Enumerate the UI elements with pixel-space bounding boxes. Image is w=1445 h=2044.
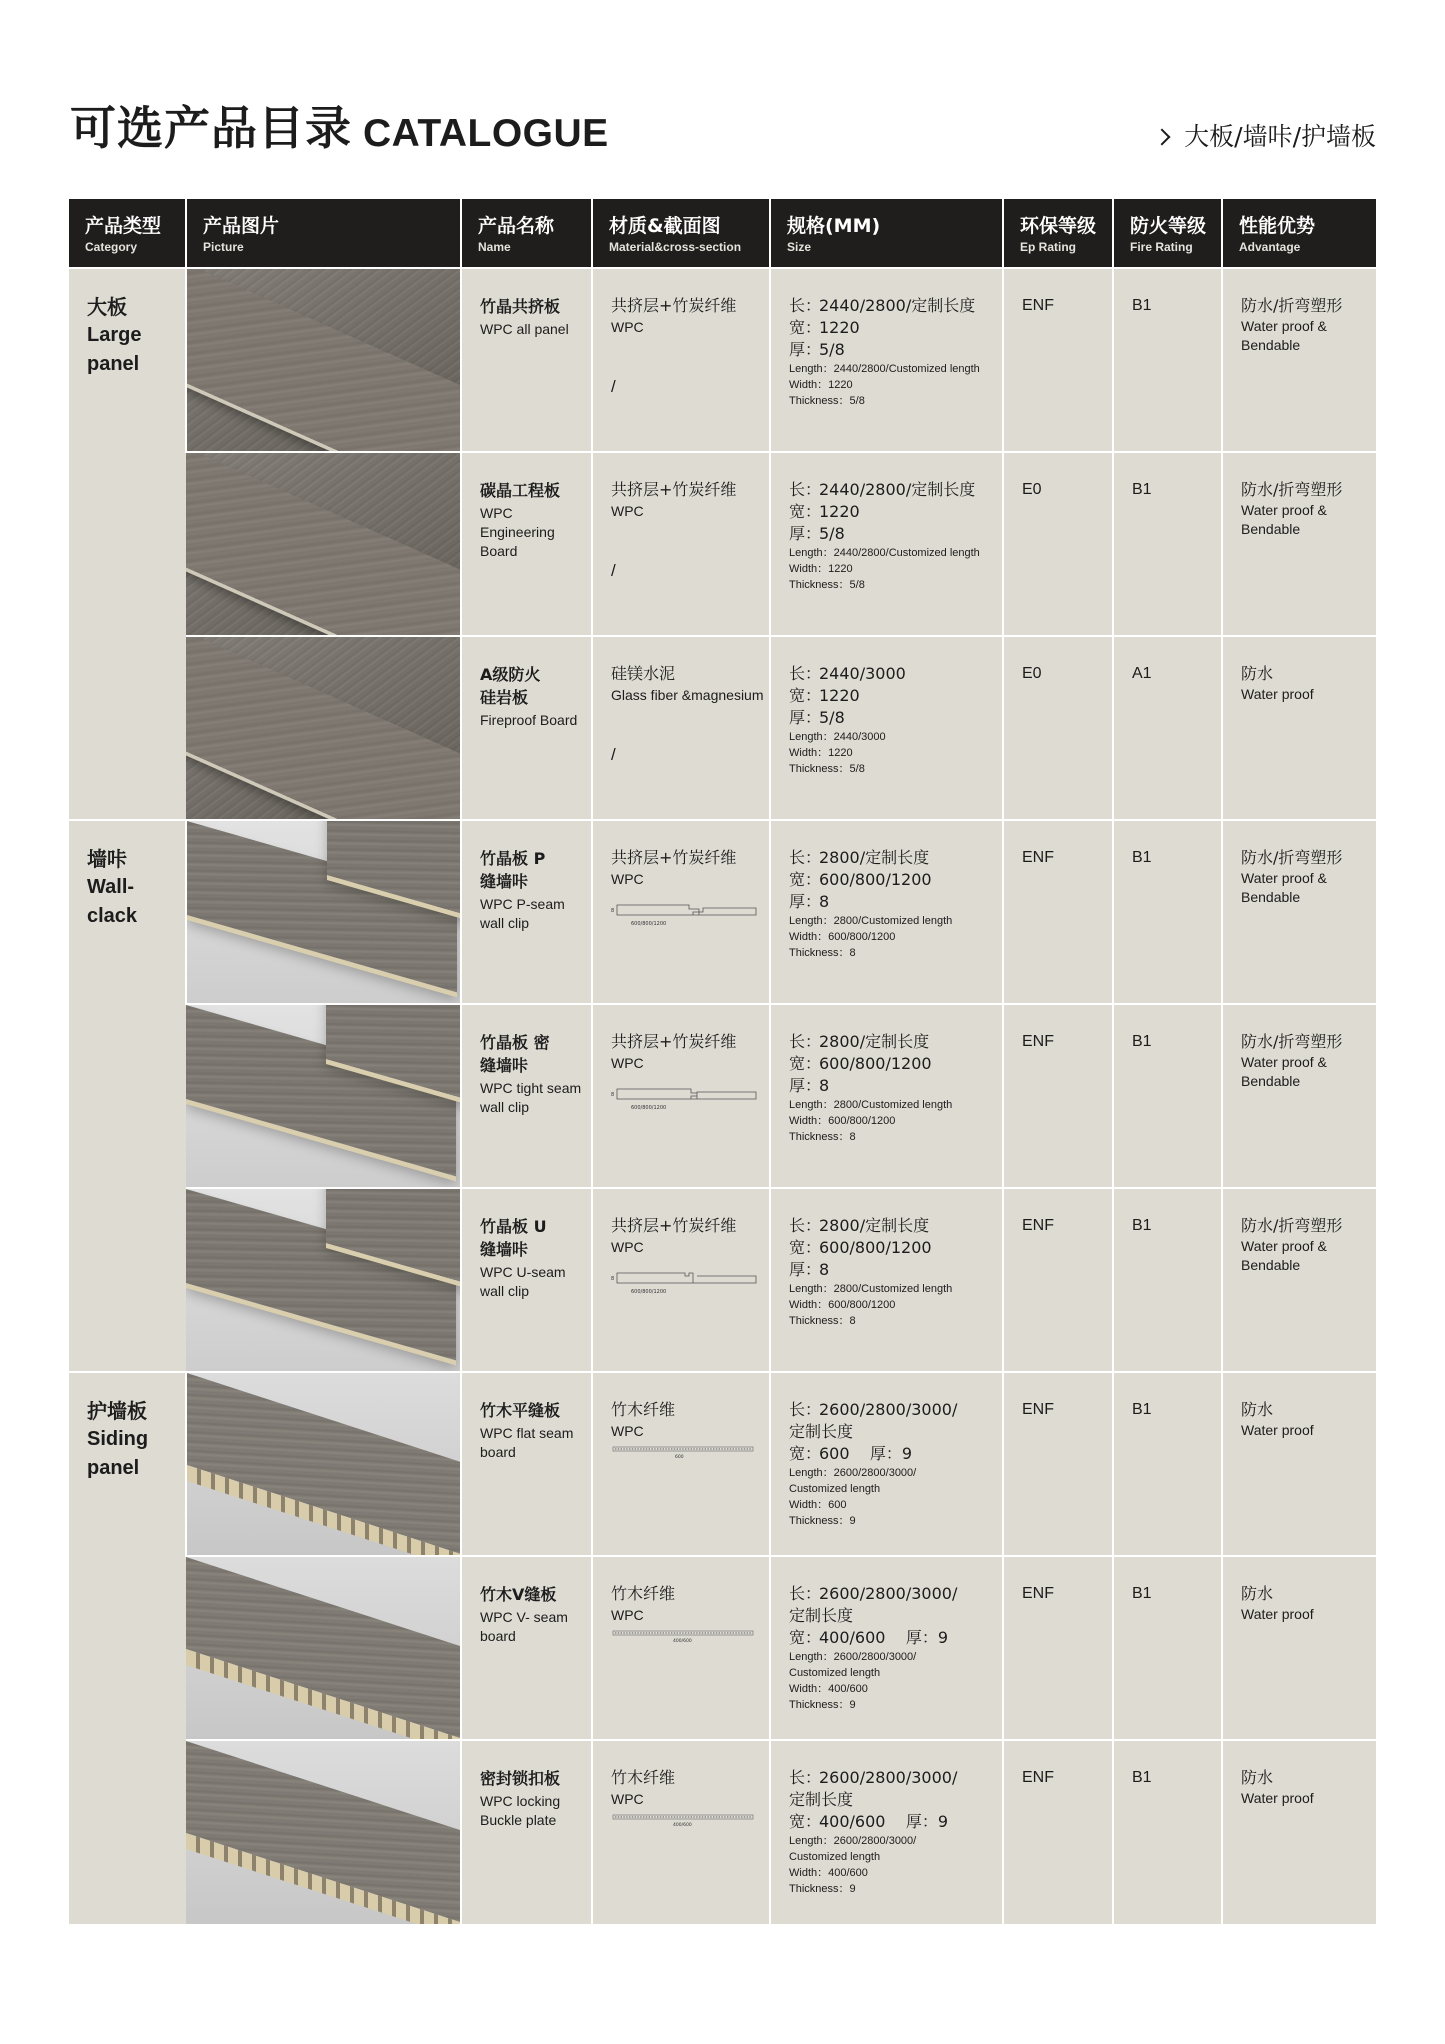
product-name-cell bbox=[461, 1740, 592, 1924]
ep-rating-cell bbox=[1003, 1004, 1113, 1188]
fire-rating-cell bbox=[1113, 268, 1222, 452]
product-name-en: WPC P-seam wall clip bbox=[480, 896, 565, 931]
table-row bbox=[69, 820, 1376, 1004]
table-row bbox=[69, 1556, 1376, 1740]
product-name-cn: 密封锁扣板 bbox=[480, 1769, 561, 1788]
col-header-category: 产品类型 Category bbox=[69, 199, 186, 268]
col-header-size: 规格(MM) Size bbox=[770, 199, 1003, 268]
fire-rating: B1 bbox=[1132, 1033, 1152, 1050]
cross-section-none: / bbox=[611, 377, 616, 396]
table-header bbox=[69, 199, 1376, 268]
category-label-cn: 大板 bbox=[87, 295, 127, 319]
advantage-en: Water proof bbox=[1241, 1790, 1314, 1806]
size-cell: 长：2440/2800/定制长度 宽：1220 厚：5/8 Length：2440/2800/Customized length Width：1220 Thickness：5/8 bbox=[770, 268, 1003, 452]
advantage-en: Water proof & Bendable bbox=[1241, 870, 1327, 905]
cross-section-none: / bbox=[611, 745, 616, 764]
advantage-en: Water proof & Bendable bbox=[1241, 318, 1327, 353]
product-name-cn: A级防火 硅岩板 bbox=[480, 665, 541, 707]
material-cn: 共挤层+竹炭纤维 bbox=[611, 848, 737, 867]
product-name-cell bbox=[461, 1004, 592, 1188]
product-name-cell bbox=[461, 1556, 592, 1740]
col-header-ep-rating: 环保等级 Ep Rating bbox=[1003, 199, 1113, 268]
table-row bbox=[69, 636, 1376, 820]
svg-text:8: 8 bbox=[611, 908, 615, 914]
advantage-cn: 防水 bbox=[1241, 1768, 1274, 1787]
svg-text:400/600: 400/600 bbox=[673, 1639, 692, 1644]
product-name-en: WPC flat seam board bbox=[480, 1425, 574, 1460]
cross-section-diagram bbox=[611, 903, 761, 933]
material-cn: 共挤层+竹炭纤维 bbox=[611, 296, 737, 315]
material-en: WPC bbox=[611, 319, 644, 335]
svg-text:600/800/1200: 600/800/1200 bbox=[631, 921, 667, 927]
cross-section-none: / bbox=[611, 561, 616, 580]
product-name-en: WPC V- seam board bbox=[480, 1609, 568, 1644]
catalogue-table bbox=[69, 199, 1376, 1924]
material-cell bbox=[592, 1188, 770, 1372]
material-cn: 共挤层+竹炭纤维 bbox=[611, 1032, 737, 1051]
breadcrumb-label: 大板/墙咔/护墙板 bbox=[1184, 122, 1376, 151]
product-name-en: WPC tight seam wall clip bbox=[480, 1080, 582, 1115]
product-name-en: WPC Engineering Board bbox=[480, 505, 555, 559]
advantage-cn: 防水/折弯塑形 bbox=[1241, 848, 1343, 867]
fire-rating-cell bbox=[1113, 1372, 1222, 1556]
ep-rating: ENF bbox=[1022, 1585, 1054, 1602]
material-cell bbox=[592, 1004, 770, 1188]
product-image bbox=[186, 1740, 461, 1924]
advantage-cn: 防水 bbox=[1241, 1584, 1274, 1603]
product-name-en: Fireproof Board bbox=[480, 712, 578, 728]
ep-rating-cell bbox=[1003, 1372, 1113, 1556]
product-name-cell bbox=[461, 452, 592, 636]
fire-rating-cell bbox=[1113, 1188, 1222, 1372]
product-image bbox=[186, 820, 461, 1004]
fire-rating: B1 bbox=[1132, 1585, 1152, 1602]
cross-section-diagram bbox=[611, 1445, 761, 1465]
product-name-cn: 竹晶板 密缝墙咔 bbox=[480, 1033, 550, 1075]
table-row bbox=[69, 1004, 1376, 1188]
category-label-en: Large panel bbox=[87, 324, 142, 375]
advantage-cell bbox=[1222, 820, 1376, 1004]
ep-rating: E0 bbox=[1022, 665, 1042, 682]
ep-rating: ENF bbox=[1022, 1033, 1054, 1050]
ep-rating: ENF bbox=[1022, 1769, 1054, 1786]
advantage-cell bbox=[1222, 636, 1376, 820]
size-cell: 长：2440/3000 宽：1220 厚：5/8 Length：2440/3000 Width：1220 Thickness：5/8 bbox=[770, 636, 1003, 820]
advantage-cell bbox=[1222, 268, 1376, 452]
category-label-cn: 护墙板 bbox=[87, 1399, 147, 1423]
fire-rating-cell bbox=[1113, 1556, 1222, 1740]
advantage-cell bbox=[1222, 1004, 1376, 1188]
size-cell: 长：2600/2800/3000/ 定制长度 宽：600 厚：9 Length：2600/2800/3000/ Customized length Width：600 Thickness：9 bbox=[770, 1372, 1003, 1556]
advantage-cell bbox=[1222, 1556, 1376, 1740]
material-cn: 竹木纤维 bbox=[611, 1400, 676, 1419]
product-name-en: WPC all panel bbox=[480, 321, 569, 337]
ep-rating-cell bbox=[1003, 1740, 1113, 1924]
material-en: WPC bbox=[611, 1423, 644, 1439]
product-name-cn: 竹木平缝板 bbox=[480, 1401, 561, 1420]
advantage-en: Water proof bbox=[1241, 686, 1314, 702]
col-header-advantage: 性能优势 Advantage bbox=[1222, 199, 1376, 268]
cross-section-diagram bbox=[611, 1629, 761, 1649]
product-image bbox=[186, 268, 461, 452]
svg-text:600/800/1200: 600/800/1200 bbox=[631, 1105, 667, 1111]
page-title-en: CATALOGUE bbox=[363, 112, 609, 155]
svg-text:8: 8 bbox=[611, 1092, 615, 1098]
ep-rating: ENF bbox=[1022, 849, 1054, 866]
table-row bbox=[69, 1372, 1376, 1556]
product-name-en: WPC U-seam wall clip bbox=[480, 1264, 566, 1299]
fire-rating: B1 bbox=[1132, 849, 1152, 866]
material-cell bbox=[592, 1556, 770, 1740]
product-name-cell bbox=[461, 820, 592, 1004]
col-header-material: 材质&截面图 Material&cross-section bbox=[592, 199, 770, 268]
material-en: WPC bbox=[611, 1055, 644, 1071]
product-name-cn: 竹晶共挤板 bbox=[480, 297, 561, 316]
material-cell bbox=[592, 820, 770, 1004]
table-row bbox=[69, 1740, 1376, 1924]
fire-rating-cell bbox=[1113, 820, 1222, 1004]
advantage-en: Water proof & Bendable bbox=[1241, 502, 1327, 537]
size-cell: 长：2800/定制长度 宽：600/800/1200 厚：8 Length：2800/Customized length Width：600/800/1200 Thickness：8 bbox=[770, 820, 1003, 1004]
ep-rating-cell bbox=[1003, 1188, 1113, 1372]
ep-rating: ENF bbox=[1022, 1217, 1054, 1234]
category-cell-siding-panel bbox=[69, 1372, 186, 1924]
material-cn: 竹木纤维 bbox=[611, 1584, 676, 1603]
chevron-right-icon bbox=[1154, 129, 1171, 146]
size-cell: 长：2600/2800/3000/ 定制长度 宽：400/600 厚：9 Length：2600/2800/3000/ Customized length Width：400/600 Thickness：9 bbox=[770, 1740, 1003, 1924]
product-name-cell bbox=[461, 1372, 592, 1556]
col-header-picture: 产品图片 Picture bbox=[186, 199, 461, 268]
product-name-en: WPC locking Buckle plate bbox=[480, 1793, 561, 1828]
product-image bbox=[186, 1372, 461, 1556]
fire-rating: A1 bbox=[1132, 665, 1152, 682]
table-row bbox=[69, 268, 1376, 452]
fire-rating: B1 bbox=[1132, 297, 1152, 314]
fire-rating: B1 bbox=[1132, 1217, 1152, 1234]
fire-rating: B1 bbox=[1132, 1769, 1152, 1786]
material-cn: 硅镁水泥 bbox=[611, 664, 676, 683]
svg-text:600/800/1200: 600/800/1200 bbox=[631, 1289, 667, 1295]
advantage-cell bbox=[1222, 1372, 1376, 1556]
page-title-cn: 可选产品目录 bbox=[70, 101, 352, 155]
size-cell: 长：2440/2800/定制长度 宽：1220 厚：5/8 Length：2440/2800/Customized length Width：1220 Thickness：5/8 bbox=[770, 452, 1003, 636]
cross-section-diagram bbox=[611, 1813, 761, 1833]
ep-rating: ENF bbox=[1022, 297, 1054, 314]
cross-section-diagram bbox=[611, 1087, 761, 1117]
svg-text:600: 600 bbox=[675, 1455, 684, 1460]
fire-rating: B1 bbox=[1132, 1401, 1152, 1418]
ep-rating-cell bbox=[1003, 452, 1113, 636]
advantage-cell bbox=[1222, 452, 1376, 636]
material-cell bbox=[592, 1372, 770, 1556]
product-image bbox=[186, 1188, 461, 1372]
material-cell bbox=[592, 636, 770, 820]
material-en: WPC bbox=[611, 1607, 644, 1623]
category-label-en: Siding panel bbox=[87, 1428, 149, 1479]
fire-rating-cell bbox=[1113, 636, 1222, 820]
table-row bbox=[69, 452, 1376, 636]
cross-section-diagram bbox=[611, 1271, 761, 1301]
product-image bbox=[186, 1004, 461, 1188]
product-name-cell bbox=[461, 268, 592, 452]
advantage-cn: 防水/折弯塑形 bbox=[1241, 1216, 1343, 1235]
product-name-cn: 竹晶板 P缝墙咔 bbox=[480, 849, 546, 891]
product-name-cn: 竹木V缝板 bbox=[480, 1585, 557, 1604]
breadcrumb[interactable] bbox=[1156, 122, 1376, 152]
size-cell: 长：2600/2800/3000/ 定制长度 宽：400/600 厚：9 Length：2600/2800/3000/ Customized length Width：400/600 Thickness：9 bbox=[770, 1556, 1003, 1740]
advantage-cn: 防水 bbox=[1241, 1400, 1274, 1419]
size-cell: 长：2800/定制长度 宽：600/800/1200 厚：8 Length：2800/Customized length Width：600/800/1200 Thickness：8 bbox=[770, 1188, 1003, 1372]
fire-rating-cell bbox=[1113, 1740, 1222, 1924]
header-row bbox=[69, 199, 1376, 268]
material-cn: 共挤层+竹炭纤维 bbox=[611, 1216, 737, 1235]
size-cell: 长：2800/定制长度 宽：600/800/1200 厚：8 Length：2800/Customized length Width：600/800/1200 Thickness：8 bbox=[770, 1004, 1003, 1188]
ep-rating: E0 bbox=[1022, 481, 1042, 498]
material-cn: 共挤层+竹炭纤维 bbox=[611, 480, 737, 499]
table-row bbox=[69, 1188, 1376, 1372]
advantage-cn: 防水/折弯塑形 bbox=[1241, 480, 1343, 499]
fire-rating-cell bbox=[1113, 1004, 1222, 1188]
advantage-cn: 防水 bbox=[1241, 664, 1274, 683]
material-cn: 竹木纤维 bbox=[611, 1768, 676, 1787]
advantage-en: Water proof & Bendable bbox=[1241, 1238, 1327, 1273]
material-en: WPC bbox=[611, 871, 644, 887]
advantage-en: Water proof bbox=[1241, 1606, 1314, 1622]
col-header-name: 产品名称 Name bbox=[461, 199, 592, 268]
material-en: WPC bbox=[611, 1791, 644, 1807]
category-cell-large-panel bbox=[69, 268, 186, 820]
advantage-cn: 防水/折弯塑形 bbox=[1241, 296, 1343, 315]
product-image bbox=[186, 636, 461, 820]
product-image bbox=[186, 1556, 461, 1740]
material-cell bbox=[592, 268, 770, 452]
ep-rating-cell bbox=[1003, 820, 1113, 1004]
product-name-cn: 竹晶板 U缝墙咔 bbox=[480, 1217, 547, 1259]
svg-text:8: 8 bbox=[611, 1276, 615, 1282]
advantage-cell bbox=[1222, 1740, 1376, 1924]
product-image bbox=[186, 452, 461, 636]
ep-rating: ENF bbox=[1022, 1401, 1054, 1418]
material-en: WPC bbox=[611, 503, 644, 519]
category-label-en: Wall-clack bbox=[87, 876, 138, 927]
category-label-cn: 墙咔 bbox=[87, 847, 127, 871]
material-cell bbox=[592, 452, 770, 636]
fire-rating: B1 bbox=[1132, 481, 1152, 498]
svg-text:400/600: 400/600 bbox=[673, 1823, 692, 1828]
product-name-cell bbox=[461, 1188, 592, 1372]
material-en: Glass fiber &magnesium bbox=[611, 687, 764, 703]
material-cell bbox=[592, 1740, 770, 1924]
product-name-cell bbox=[461, 636, 592, 820]
fire-rating-cell bbox=[1113, 452, 1222, 636]
col-header-fire-rating: 防火等级 Fire Rating bbox=[1113, 199, 1222, 268]
ep-rating-cell bbox=[1003, 636, 1113, 820]
page-header bbox=[70, 98, 1376, 158]
advantage-en: Water proof bbox=[1241, 1422, 1314, 1438]
product-name-cn: 碳晶工程板 bbox=[480, 481, 561, 500]
advantage-cell bbox=[1222, 1188, 1376, 1372]
category-cell-wall-clack bbox=[69, 820, 186, 1372]
advantage-cn: 防水/折弯塑形 bbox=[1241, 1032, 1343, 1051]
advantage-en: Water proof & Bendable bbox=[1241, 1054, 1327, 1089]
table-body bbox=[69, 268, 1376, 1924]
ep-rating-cell bbox=[1003, 268, 1113, 452]
material-en: WPC bbox=[611, 1239, 644, 1255]
ep-rating-cell bbox=[1003, 1556, 1113, 1740]
